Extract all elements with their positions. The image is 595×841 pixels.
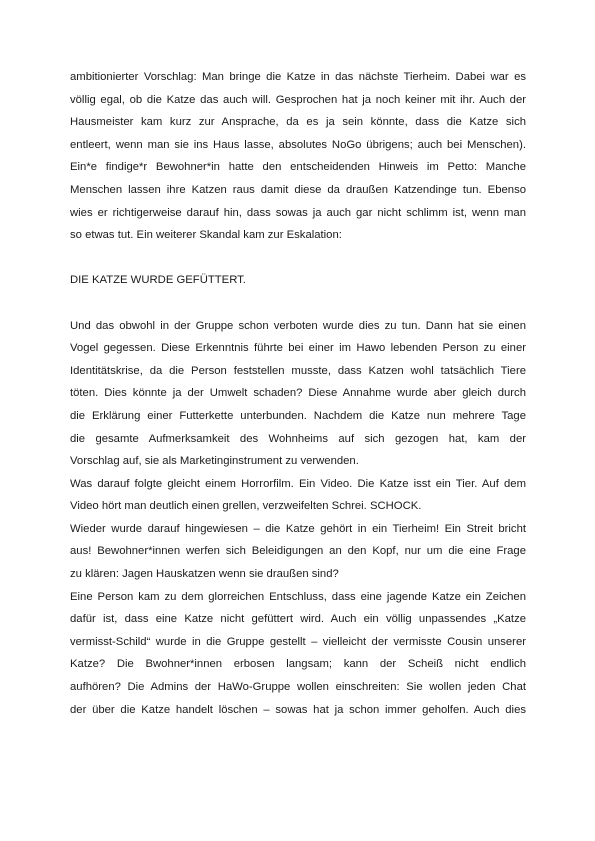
paragraph-gap — [70, 292, 526, 315]
text-line: aus! Bewohner*innen werfen sich Beleidigungen an den Kopf, nur um die eine Frage — [70, 545, 526, 558]
text-line: zu klären: Jagen Hauskatzen wenn sie draußen sind? — [70, 568, 339, 581]
text-line: wies er richtigerweise darauf hin, dass sowas ja auch gar nicht schlimm ist, wenn man — [70, 206, 526, 219]
text-line: Was darauf folgte gleicht einem Horrorfilm. Ein Video. Die Katze isst ein Tier. Auf dem — [70, 477, 526, 490]
text-line: Menschen lassen ihre Katzen raus damit diese da draußen Katzendinge tun. Ebenso — [70, 183, 526, 196]
text-line: Vorschlag auf, sie als Marketinginstrument zu verwenden. — [70, 455, 359, 468]
text-line: so etwas tut. Ein weiterer Skandal kam zur Eskalation: — [70, 229, 342, 242]
text-line: Katze? Die Bwohner*innen erbosen langsam; kann der Scheiß nicht endlich — [70, 658, 526, 671]
text-line: die Erklärung einer Futterkette unterbunden. Nachdem die Katze nun mehrere Tage — [70, 409, 526, 422]
text-line: töten. Dies könnte ja der Umwelt schaden? Diese Annahme wurde aber gleich durch — [70, 387, 526, 400]
text-line: Eine Person kam zu dem glorreichen Entschluss, dass eine jagende Katze ein Zeichen — [70, 590, 526, 603]
text-line: aufhören? Die Admins der HaWo-Gruppe wollen einschreiten: Sie wollen jeden Chat — [70, 681, 526, 694]
heading-line: DIE KATZE WURDE GEFÜTTERT. — [70, 274, 246, 287]
text-line: der über die Katze handelt löschen – sowas hat ja schon immer geholfen. Auch dies — [70, 703, 526, 716]
text-line: ambitionierter Vorschlag: Man bringe die Katze in das nächste Tierheim. Dabei war es — [70, 71, 526, 83]
text-line: die gesamte Aufmerksamkeit des Wohnheims auf sich gezogen hat, kam der — [70, 432, 526, 445]
text-line: Und das obwohl in der Gruppe schon verboten wurde dies zu tun. Dann hat sie einen — [70, 319, 526, 332]
text-line: völlig egal, ob die Katze das auch will. Gesprochen hat ja noch keiner mit ihr. Auch der — [70, 93, 526, 106]
text-line: vermisst-Schild“ wurde in die Gruppe gestellt – vielleicht der vermisste Cousin unserer — [70, 635, 526, 648]
text-line: Hausmeister kam kurz zur Ansprache, da es ja sein könnte, dass die Katze sich — [70, 116, 526, 129]
text-line: Identitätskrise, da die Person feststellen musste, dass Katzen wohl tatsächlich Tiere — [70, 364, 526, 377]
text-line: Vogel gegessen. Diese Erkenntnis führte bei einer im Hawo lebenden Person zu einer — [70, 342, 526, 355]
text-line: Wieder wurde darauf hingewiesen – die Katze gehört in ein Tierheim! Ein Streit bricht — [70, 522, 526, 535]
text-line: Ein*e findige*r Bewohner*in hatte den entscheidenden Hinweis im Petto: Manche — [70, 161, 526, 174]
paragraph-gap — [70, 247, 526, 270]
text-line: dafür ist, dass eine Katze nicht gefüttert wird. Auch ein völlig unpassendes „Katze — [70, 613, 526, 626]
text-line: Video hört man deutlich einen grellen, verzweifelten Schrei. SCHOCK. — [70, 500, 422, 513]
body-text — [70, 66, 526, 721]
text-line: entleert, wenn man sie ins Haus lasse, absolutes NoGo übrigens; auch bei Menschen). — [70, 138, 526, 151]
